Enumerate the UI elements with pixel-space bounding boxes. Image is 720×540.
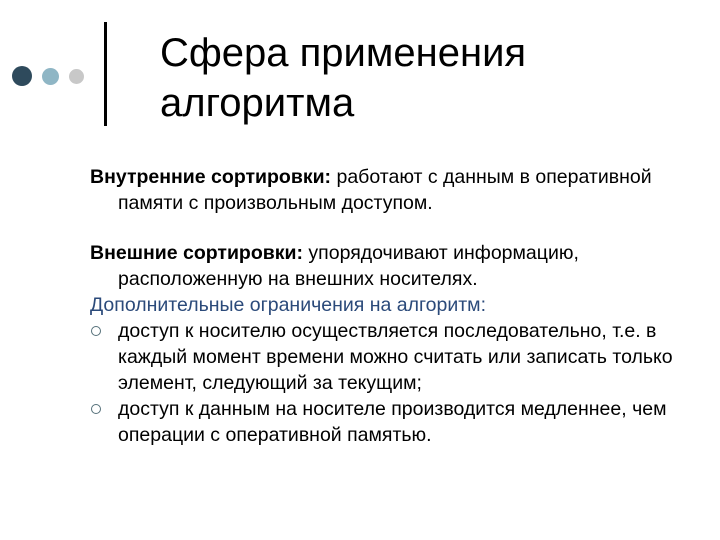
dot-icon-light-blue: [42, 68, 59, 85]
hollow-circle-icon: [91, 404, 101, 414]
external-sort-paragraph: [90, 240, 690, 292]
page-title: [160, 28, 700, 128]
dot-icon-dark: [12, 66, 32, 86]
hollow-circle-icon: [91, 326, 101, 336]
internal-sort-paragraph: [90, 164, 690, 216]
list-item-text: доступ к данным на носителе производится медленнее, чем операции с оперативной памятью.: [118, 398, 667, 446]
dot-icon-gray: [69, 69, 84, 84]
title-divider: [104, 22, 107, 126]
internal-sort-term: Внутренние сортировки:: [90, 166, 332, 188]
list-item: [90, 318, 690, 396]
page-title-line-1: Сфера применения: [160, 31, 527, 75]
external-sort-term: Внешние сортировки:: [90, 242, 303, 264]
list-item: [90, 396, 690, 448]
slide-body: [90, 164, 690, 448]
page-title-line-2: алгоритма: [160, 81, 355, 125]
decorative-dots: [12, 64, 102, 88]
list-item-text: доступ к носителю осуществляется последовательно, т.е. в каждый момент времени можно считать или записать только элемент, следующий за текущим;: [118, 320, 673, 394]
extra-constraints-heading: Дополнительные ограничения на алгоритм:: [90, 294, 487, 316]
internal-sort-text: работают с данным в оперативной памяти с произвольным доступом.: [118, 166, 652, 214]
external-sort-text: упорядочивают информацию, расположенную на внешних носителях.: [118, 242, 579, 290]
